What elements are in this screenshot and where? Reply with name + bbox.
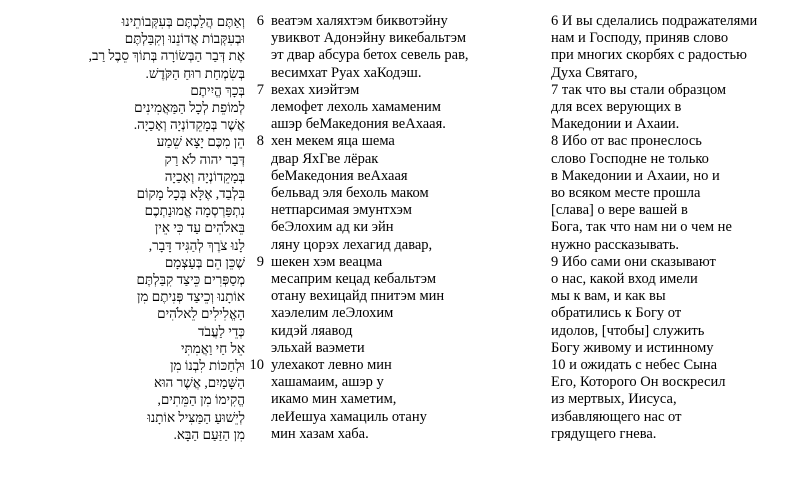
transliteration-text: эльхай ваэмети: [271, 339, 365, 356]
hebrew-text: בְּמָקֵדוֹנְיָה וְאָכַיָה: [164, 168, 245, 184]
russian-line: избавляющего нас от: [551, 408, 682, 425]
verse-number: 10: [249, 357, 264, 374]
interlinear-column: [42, 13, 497, 443]
interlinear-row: [42, 133, 497, 150]
russian-line: Духа Святаго,: [551, 64, 638, 81]
russian-line: в Македонии и Ахаии, но и: [551, 167, 720, 184]
russian-line: грядущего гнева.: [551, 425, 657, 442]
interlinear-row: [42, 237, 497, 254]
transliteration-text: хен мекем яца шема: [271, 133, 395, 150]
interlinear-row: [42, 13, 497, 30]
transliteration-text: ашэр беМакедония веАхаая.: [271, 116, 446, 133]
hebrew-text: כְּדֵי לַעֲבֹד: [198, 323, 245, 339]
hebrew-text: שֶׁכֵּן הֵם בְּעַצְמָם: [164, 254, 245, 270]
hebrew-text: דְּבַר יהוה לֹא רַק: [164, 151, 245, 167]
interlinear-row: [42, 185, 497, 202]
russian-line: [слава] о вере вашей в: [551, 202, 688, 219]
interlinear-row: [42, 323, 497, 340]
transliteration-text: ляну цорэх лехагид давар,: [271, 236, 433, 253]
verse-number: [245, 185, 269, 202]
interlinear-row: [42, 99, 497, 116]
transliteration-text: увиквот Адонэйну викебальтэм: [271, 30, 467, 47]
russian-line: обратились к Богу от: [551, 305, 682, 322]
transliteration-text: беМакедония веАхаая: [271, 167, 408, 184]
interlinear-row: [42, 219, 497, 236]
transliteration-text: беЭлохим ад ки эйн: [271, 219, 394, 236]
interlinear-row: [42, 82, 497, 99]
interlinear-row: [42, 47, 497, 64]
russian-line: нам и Господу, приняв слово: [551, 30, 729, 47]
russian-line: слово Господне не только: [551, 150, 709, 167]
russian-line: о нас, какой вход имели: [551, 271, 698, 288]
verse-number: [245, 391, 269, 408]
russian-line: 9 Ибо сами они сказывают: [551, 253, 716, 270]
verse-number: [245, 305, 269, 322]
russian-line: во всяком месте прошла: [551, 185, 701, 202]
russian-line: мы к вам, и как вы: [551, 288, 666, 305]
transliteration-text: леИешуа хамациль отану: [271, 408, 427, 425]
interlinear-row: [42, 305, 497, 322]
interlinear-row: [42, 426, 497, 443]
verse-number: 6: [256, 13, 264, 29]
hebrew-text: וּבְעִקְּבוֹת אֲדוֹנֵנוּ וְקִבַּלְתֶּם: [124, 31, 245, 47]
transliteration-text: хашамаим, ашэр у: [271, 374, 384, 391]
interlinear-row: [42, 30, 497, 47]
hebrew-text: נִתְפַּרְסְמָה אֱמוּנַתְכֶם: [144, 203, 245, 219]
russian-line: Бога, так что нам ни о чем не: [551, 219, 732, 236]
transliteration-text: двар ЯхГве лёрак: [271, 150, 379, 167]
russian-line: 6 И вы сделались подражателями: [551, 13, 758, 29]
hebrew-text: מִן הַזַּעַם הַבָּא.: [173, 426, 245, 442]
transliteration-text: бельвад эля бехоль маком: [271, 185, 429, 202]
russian-line: Македонии и Ахаии.: [551, 116, 680, 133]
hebrew-text: וְאַתֶּם הֲלַכְתֶּם בְּעִקְּבוֹתֵינוּ: [121, 14, 245, 29]
hebrew-text: מְסַפְּרִים כֵּיצַד קִבַּלְתֶּם: [136, 272, 245, 288]
interlinear-row: [42, 116, 497, 133]
hebrew-text: אוֹתָנוּ וְכֵיצַד פְּנִיתֶם מִן: [136, 289, 245, 305]
verse-number: [245, 151, 269, 168]
interlinear-row: [42, 357, 497, 374]
russian-line: Богу живому и истинному: [551, 339, 714, 356]
verse-number: 7: [256, 81, 264, 98]
verse-number: [245, 99, 269, 116]
interlinear-row: [42, 168, 497, 185]
verse-number: [245, 340, 269, 357]
transliteration-text: икамо мин хаметим,: [271, 391, 397, 408]
verse-number: 8: [256, 133, 264, 150]
transliteration-text: отану вехицайд пнитэм мин: [271, 288, 445, 305]
verse-number: [245, 65, 269, 82]
russian-translation-column: [551, 13, 800, 443]
verse-number: [245, 323, 269, 340]
hebrew-text: בְּכָךְ הֱיִיתֶם: [190, 82, 245, 98]
hebrew-text: בֵּאלֹהִים עַד כִּי אֵין: [154, 220, 245, 236]
interlinear-row: [42, 271, 497, 288]
transliteration-text: хаэлелим леЭлохим: [271, 305, 394, 322]
hebrew-text: בְּשִׂמְחַת רוּחַ הַקֹּדֶשׁ.: [145, 65, 245, 81]
transliteration-text: вехах хиэйтэм: [271, 81, 360, 98]
russian-line: 10 и ожидать с небес Сына: [551, 357, 718, 374]
hebrew-text: בִּלְבַד, אֶלָּא בְּכָל מָקוֹם: [136, 186, 245, 202]
hebrew-text: אֲשֶׁר בְּמָקֵדוֹנְיָה וְאָכַיָה.: [133, 117, 245, 133]
interlinear-row: [42, 288, 497, 305]
russian-line: из мертвых, Иисуса,: [551, 391, 677, 408]
interlinear-row: [42, 151, 497, 168]
verse-number: [245, 426, 269, 443]
interlinear-row: [42, 202, 497, 219]
hebrew-text: לָנוּ צֹרֶךְ לְהַגִּיד דָּבָר,: [148, 237, 245, 253]
verse-number: [245, 409, 269, 426]
transliteration-text: кидэй ляавод: [271, 322, 353, 339]
russian-line: 7 так что вы стали образцом: [551, 81, 727, 98]
hebrew-text: הֵן מִכֶּם יָצָא שֵׁמַע: [156, 134, 245, 150]
interlinear-row: [42, 374, 497, 391]
verse-number: [245, 288, 269, 305]
transliteration-text: лемофет лехоль хамаменим: [271, 99, 441, 116]
hebrew-text: אֶת דְּבַר הַבְּשׂוֹרָה בְּתוֹךְ סֵבֶל רַב,: [88, 48, 245, 64]
verse-number: [245, 202, 269, 219]
verse-number: [245, 168, 269, 185]
transliteration-text: улехакот левно мин: [271, 357, 392, 374]
verse-number: [245, 374, 269, 391]
transliteration-text: месаприм кецад кебальтэм: [271, 271, 437, 288]
verse-number: [245, 30, 269, 47]
verse-number: [245, 271, 269, 288]
hebrew-text: אֵל חַי וַאֲמִתִּי: [180, 340, 245, 356]
verse-number: [245, 116, 269, 133]
verse-number: [245, 237, 269, 254]
interlinear-row: [42, 65, 497, 82]
interlinear-row: [42, 254, 497, 271]
verse-number: 9: [256, 253, 264, 270]
russian-line: при многих скорбях с радостью: [551, 47, 747, 64]
hebrew-text: הַשָּׁמַיִם, אֲשֶׁר הוּא: [153, 375, 245, 391]
transliteration-text: весимхат Руах хаКодэш.: [271, 64, 422, 81]
transliteration-text: шекен хэм веацма: [271, 253, 383, 270]
interlinear-row: [42, 409, 497, 426]
verse-number: [245, 47, 269, 64]
hebrew-text: לְיֵשׁוּעַ הַמַּצִּיל אוֹתָנוּ: [147, 409, 245, 425]
transliteration-text: нетпарсимая эмунтхэм: [271, 202, 412, 219]
hebrew-text: לְמוֹפֵת לְכָל הַמַּאֲמִינִים: [134, 100, 245, 116]
russian-line: идолов, [чтобы] служить: [551, 322, 705, 339]
interlinear-row: [42, 391, 497, 408]
russian-line: 8 Ибо от вас пронеслось: [551, 133, 702, 150]
russian-line: для всех верующих в: [551, 99, 682, 116]
transliteration-text: мин хазам хаба.: [271, 425, 369, 442]
hebrew-text: וּלְחַכּוֹת לִבְנוֹ מִן: [170, 358, 245, 374]
russian-line: Его, Которого Он воскресил: [551, 374, 726, 391]
verse-number: [245, 219, 269, 236]
hebrew-text: הָאֱלִילִים לֵאלֹהִים: [157, 306, 245, 322]
russian-line: нужно рассказывать.: [551, 236, 680, 253]
interlinear-row: [42, 340, 497, 357]
transliteration-text: эт двар абсура бетох севель рав,: [271, 47, 469, 64]
transliteration-text: веатэм халяхтэм биквотэйну: [271, 13, 448, 29]
hebrew-text: הֱקִימוֹ מִן הַמֵּתִים,: [157, 392, 245, 408]
